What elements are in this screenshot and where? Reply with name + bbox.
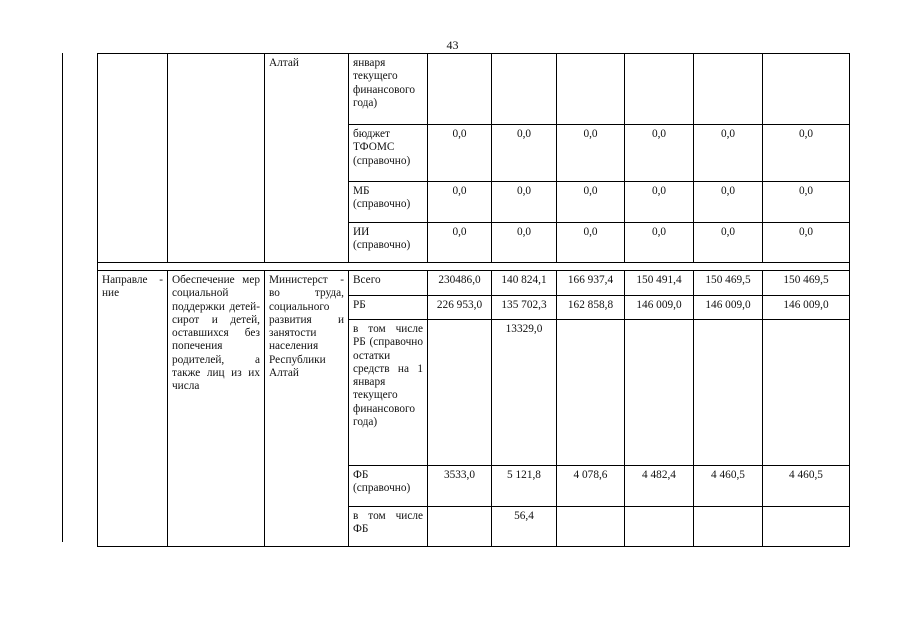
value-cell [557,320,625,466]
value-cell: 150 469,5 [694,271,763,296]
cont-name-cell [168,54,265,263]
responsible-cell: Министерст - во труда, социального развития и занятости населения Республики Алтай [265,271,349,547]
source-cell: в том числе РБ (справочно остатки средств на 1 января текущего финансового года) [349,320,428,466]
page-number: 43 [446,38,459,52]
value-cell: 162 858,8 [557,296,625,320]
value-cell: 0,0 [625,223,694,263]
left-margin-line [62,53,63,542]
value-cell: 0,0 [492,125,557,182]
source-cell: ФБ (справочно) [349,466,428,507]
value-cell: 0,0 [694,223,763,263]
value-cell: 0,0 [428,223,492,263]
value-cell: 4 460,5 [694,466,763,507]
value-cell [694,507,763,547]
value-cell [694,320,763,466]
value-cell: 56,4 [492,507,557,547]
value-cell: 226 953,0 [428,296,492,320]
budget-table [97,53,850,547]
value-cell [492,54,557,125]
cont-type-cell [98,54,168,263]
source-cell: января текущего финансового года) [349,54,428,125]
table-row [98,271,850,296]
value-cell: 13329,0 [492,320,557,466]
event-type-cell: Направле - ние [98,271,168,547]
value-cell [694,54,763,125]
value-cell [625,507,694,547]
value-cell: 4 460,5 [763,466,850,507]
value-cell [428,54,492,125]
source-cell: в том числе ФБ [349,507,428,547]
source-cell: ИИ (справочно) [349,223,428,263]
value-cell: 4 482,4 [625,466,694,507]
table-row [98,54,850,125]
value-cell: 0,0 [557,182,625,223]
value-cell: 146 009,0 [763,296,850,320]
value-cell: 0,0 [763,182,850,223]
source-cell: Всего [349,271,428,296]
value-cell [625,320,694,466]
value-cell [763,507,850,547]
value-cell: 4 078,6 [557,466,625,507]
value-cell: 0,0 [763,223,850,263]
value-cell [763,54,850,125]
value-cell: 0,0 [625,125,694,182]
value-cell [763,320,850,466]
value-cell: 0,0 [625,182,694,223]
value-cell: 135 702,3 [492,296,557,320]
value-cell: 0,0 [694,182,763,223]
value-cell [557,54,625,125]
value-cell: 0,0 [428,182,492,223]
value-cell: 150 491,4 [625,271,694,296]
value-cell [428,320,492,466]
value-cell: 146 009,0 [694,296,763,320]
value-cell: 5 121,8 [492,466,557,507]
source-cell: бюджет ТФОМС (справочно) [349,125,428,182]
value-cell: 150 469,5 [763,271,850,296]
value-cell: 146 009,0 [625,296,694,320]
value-cell: 0,0 [694,125,763,182]
value-cell: 0,0 [557,125,625,182]
value-cell: 140 824,1 [492,271,557,296]
value-cell: 0,0 [492,223,557,263]
value-cell: 0,0 [763,125,850,182]
value-cell [625,54,694,125]
event-name-cell: Обеспечение мер социальной поддержки детей-сирот и детей, оставшихся без попечения родителей, а также лиц из их числа [168,271,265,547]
value-cell: 3533,0 [428,466,492,507]
value-cell: 0,0 [428,125,492,182]
value-cell: 0,0 [557,223,625,263]
value-cell: 166 937,4 [557,271,625,296]
cont-responsible-cell: Алтай [265,54,349,263]
block-separator [98,263,850,271]
value-cell [557,507,625,547]
value-cell: 230486,0 [428,271,492,296]
value-cell: 0,0 [492,182,557,223]
source-cell: МБ (справочно) [349,182,428,223]
source-cell: РБ [349,296,428,320]
value-cell [428,507,492,547]
